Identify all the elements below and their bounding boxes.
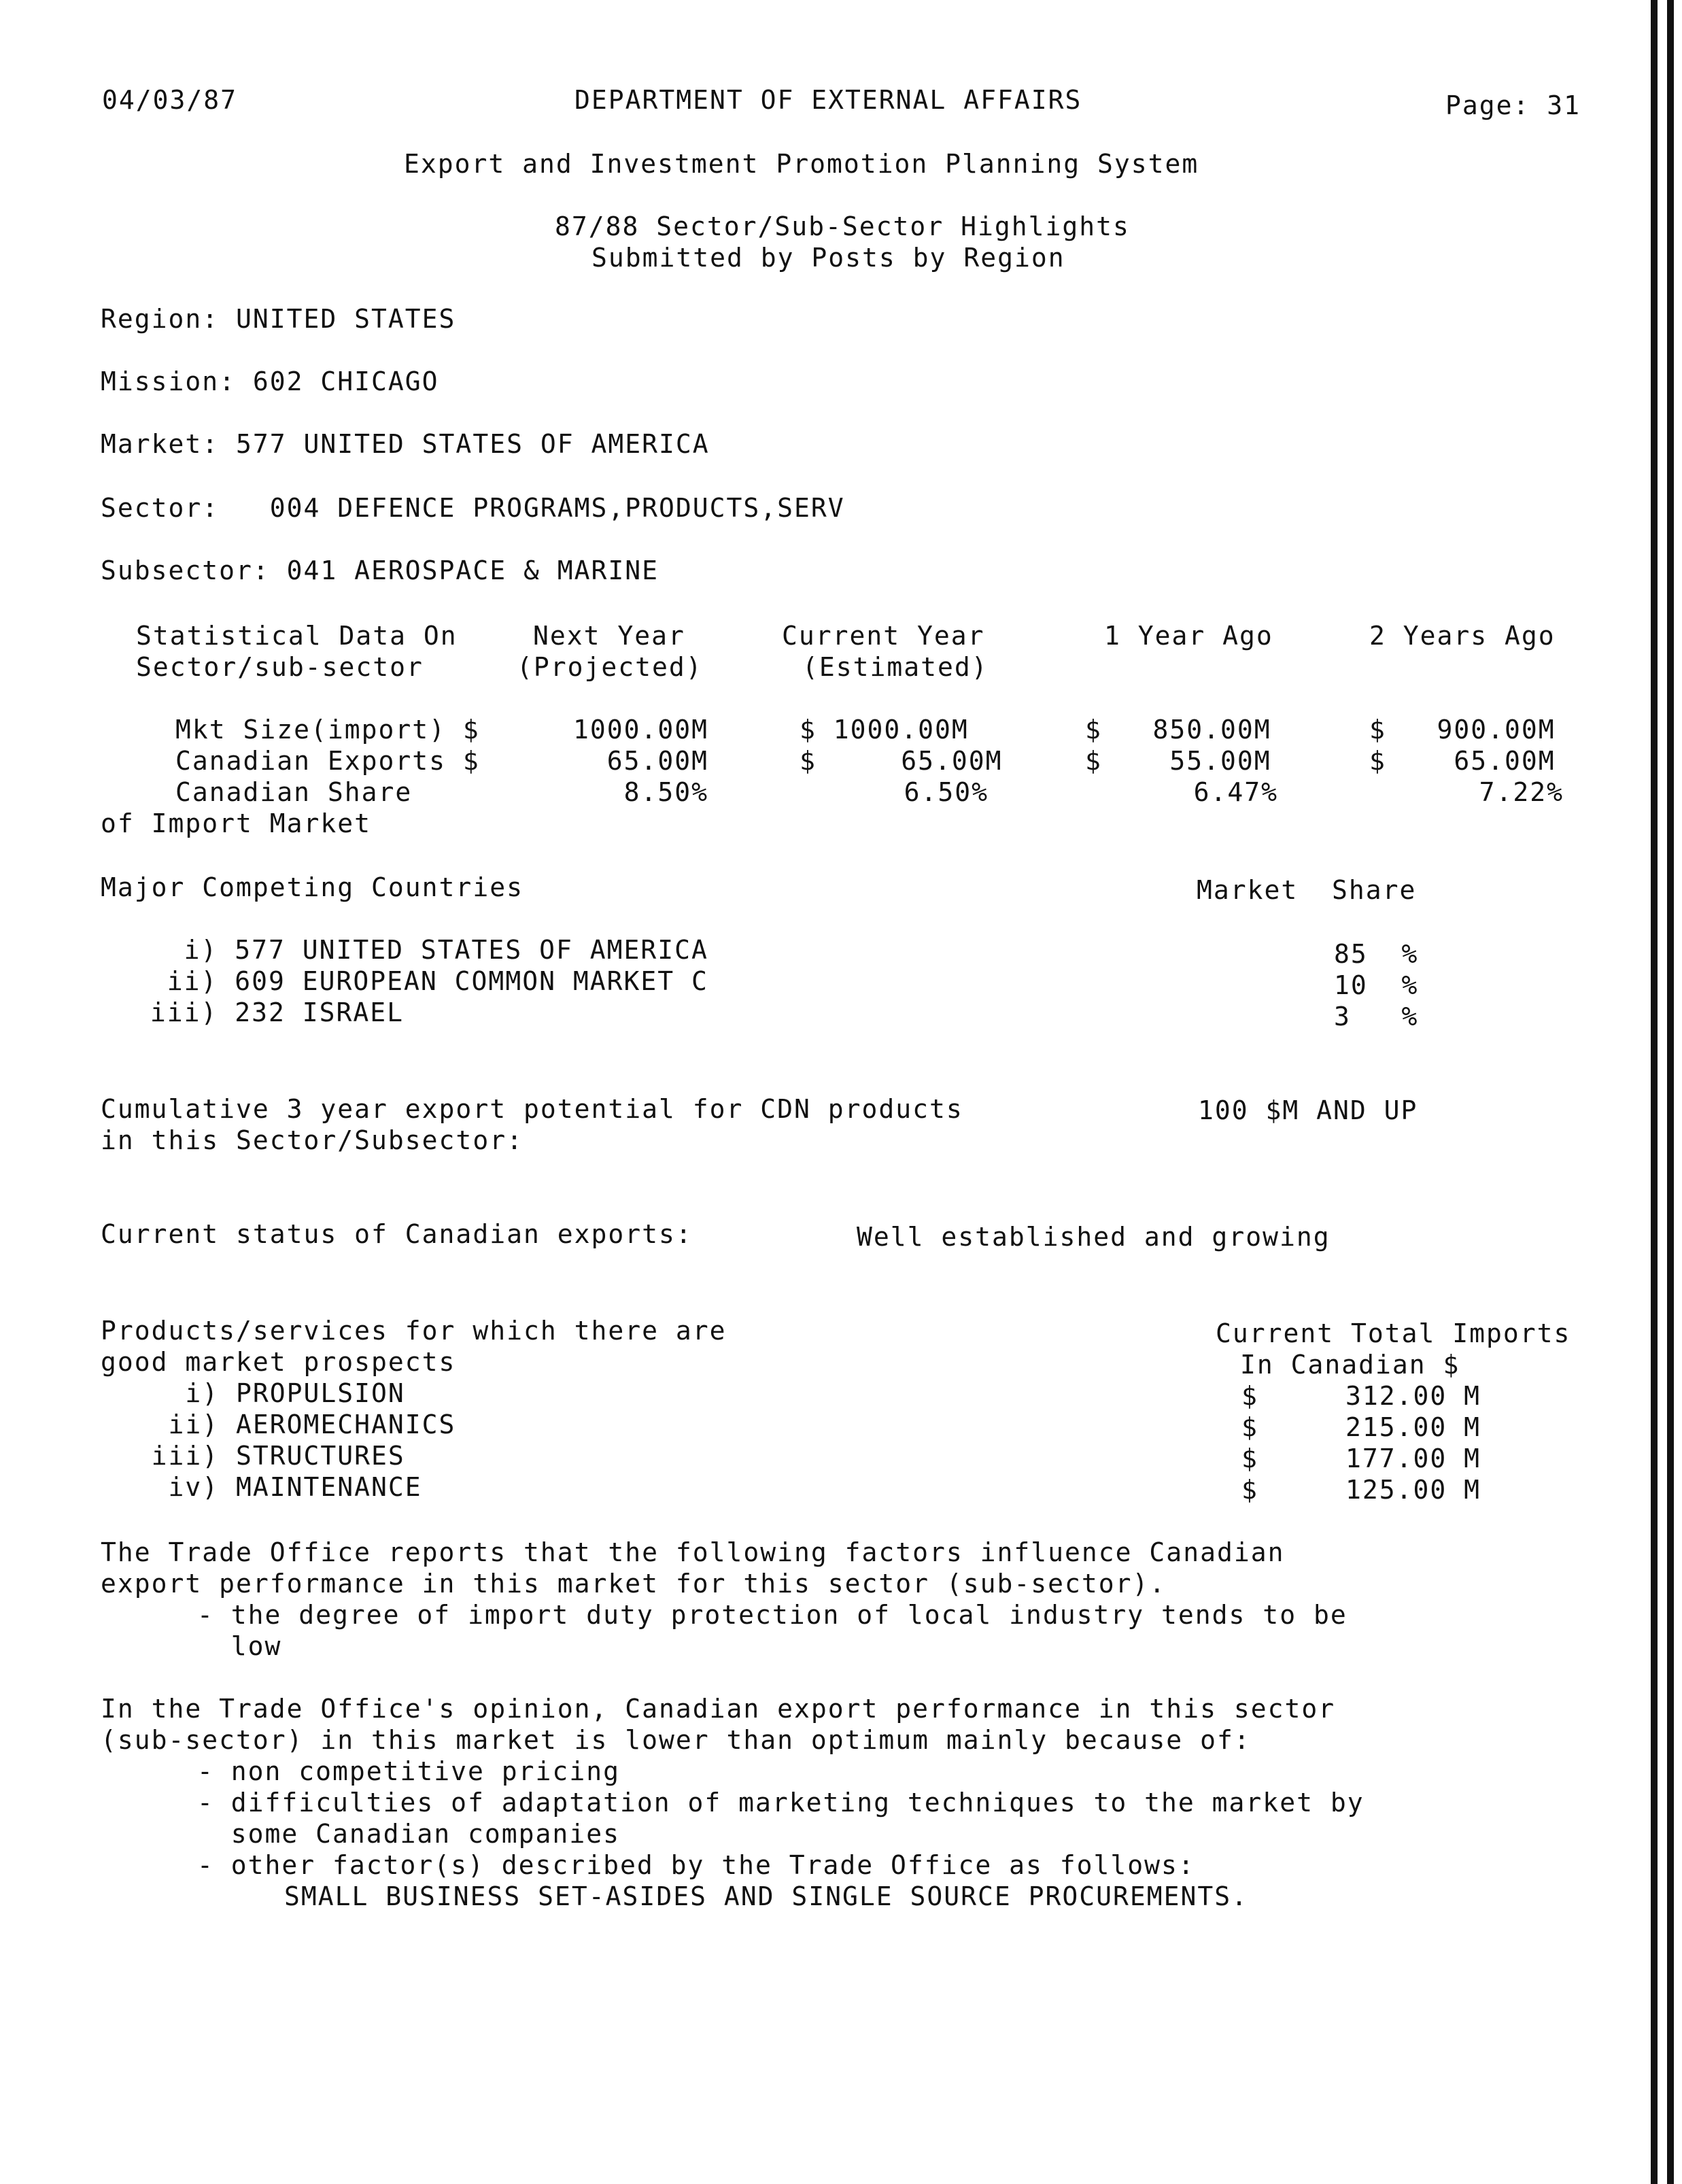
prospect-item: iv) MAINTENANCE bbox=[101, 1472, 422, 1502]
stats-1yr-value: $ 850.00M bbox=[1085, 715, 1271, 745]
page-binding-line bbox=[1667, 0, 1674, 2184]
prospects-line2: good market prospects bbox=[101, 1347, 456, 1377]
factors-line2: export performance in this market for this sector (sub-sector). bbox=[101, 1569, 1167, 1599]
page-binding-edge bbox=[1651, 0, 1682, 2184]
opinion-line1: In the Trade Office's opinion, Canadian export performance in this sector bbox=[101, 1694, 1336, 1724]
stats-next-value: 1000.00M bbox=[572, 715, 708, 745]
col-next-year: Next Year bbox=[533, 621, 685, 651]
factors-line1: The Trade Office reports that the following factors influence Canadian bbox=[101, 1537, 1285, 1567]
competitor-item: iii) 232 ISRAEL bbox=[133, 997, 405, 1027]
opinion-item: - other factor(s) described by the Trade Office as follows: bbox=[197, 1850, 1195, 1880]
system-name: Export and Investment Promotion Planning System bbox=[404, 149, 1199, 179]
stats-2yr-value: 7.22% bbox=[1479, 777, 1564, 807]
stats-2yr-value: $ 65.00M bbox=[1369, 746, 1556, 776]
competitors-heading: Major Competing Countries bbox=[101, 872, 524, 902]
prospect-currency: $ bbox=[1241, 1444, 1258, 1473]
market-share-heading: Market Share bbox=[1197, 875, 1417, 905]
stats-row-label: Canadian Exports $ bbox=[175, 746, 480, 776]
status-label: Current status of Canadian exports: bbox=[101, 1219, 693, 1249]
prospect-value: 125.00 M bbox=[1345, 1475, 1481, 1505]
stats-2yr-value: $ 900.00M bbox=[1369, 715, 1556, 745]
prospects-line1: Products/services for which there are bbox=[101, 1316, 727, 1346]
potential-line2: in this Sector/Subsector: bbox=[101, 1125, 524, 1155]
factor-item-cont: low bbox=[197, 1631, 282, 1661]
status-value: Well established and growing bbox=[857, 1222, 1331, 1252]
stats-row-label: Mkt Size(import) $ bbox=[175, 715, 480, 745]
market-field: Market: 577 UNITED STATES OF AMERICA bbox=[101, 429, 710, 459]
stats-current-value: 6.50% bbox=[904, 777, 989, 807]
col-2-years-ago: 2 Years Ago bbox=[1369, 621, 1556, 651]
stats-row-label: Canadian Share bbox=[175, 777, 413, 807]
stats-heading-line2: Sector/sub-sector bbox=[136, 652, 424, 682]
potential-value: 100 $M AND UP bbox=[1198, 1095, 1418, 1125]
imports-subheading: In Canadian $ bbox=[1240, 1350, 1460, 1380]
page-number: Page: 31 bbox=[1445, 90, 1581, 120]
opinion-item-detail: SMALL BUSINESS SET-ASIDES AND SINGLE SOURCE PROCUREMENTS. bbox=[284, 1881, 1249, 1911]
share-continuation: of Import Market bbox=[101, 808, 372, 838]
col-1-year-ago: 1 Year Ago bbox=[1104, 621, 1273, 651]
stats-1yr-value: $ 55.00M bbox=[1085, 746, 1271, 776]
stats-current-value: $ 1000.00M bbox=[800, 715, 969, 745]
prospect-currency: $ bbox=[1241, 1475, 1258, 1505]
stats-next-value: 8.50% bbox=[623, 777, 708, 807]
subsector-field: Subsector: 041 AEROSPACE & MARINE bbox=[101, 556, 659, 585]
competitor-share: 10 % bbox=[1334, 970, 1419, 1000]
opinion-item: - non competitive pricing bbox=[197, 1756, 620, 1786]
opinion-item: - difficulties of adaptation of marketing techniques to the market by bbox=[197, 1788, 1365, 1818]
region-field: Region: UNITED STATES bbox=[101, 304, 456, 334]
prospect-currency: $ bbox=[1241, 1381, 1258, 1411]
prospect-item: iii) STRUCTURES bbox=[101, 1441, 405, 1471]
report-title: 87/88 Sector/Sub-Sector Highlights bbox=[555, 211, 1130, 241]
col-next-year-sub: (Projected) bbox=[517, 652, 703, 682]
stats-next-value: 65.00M bbox=[606, 746, 708, 776]
prospect-value: 312.00 M bbox=[1345, 1381, 1481, 1411]
sector-field: Sector: 004 DEFENCE PROGRAMS,PRODUCTS,SERV bbox=[101, 493, 845, 523]
prospect-currency: $ bbox=[1241, 1412, 1258, 1442]
opinion-line2: (sub-sector) in this market is lower than optimum mainly because of: bbox=[101, 1725, 1251, 1755]
mission-field: Mission: 602 CHICAGO bbox=[101, 366, 439, 396]
imports-heading: Current Total Imports bbox=[1216, 1318, 1571, 1348]
prospect-item: ii) AEROMECHANICS bbox=[101, 1410, 456, 1439]
col-current-year: Current Year bbox=[782, 621, 985, 651]
stats-current-value: $ 65.00M bbox=[800, 746, 1003, 776]
report-subtitle: Submitted by Posts by Region bbox=[591, 243, 1065, 273]
stats-heading-line1: Statistical Data On bbox=[136, 621, 458, 651]
competitor-item: i) 577 UNITED STATES OF AMERICA bbox=[133, 935, 708, 965]
prospect-value: 177.00 M bbox=[1345, 1444, 1481, 1473]
prospect-value: 215.00 M bbox=[1345, 1412, 1481, 1442]
potential-line1: Cumulative 3 year export potential for CDN products bbox=[101, 1094, 963, 1124]
factor-item: - the degree of import duty protection of local industry tends to be bbox=[197, 1600, 1348, 1630]
competitor-share: 85 % bbox=[1334, 939, 1419, 969]
competitor-item: ii) 609 EUROPEAN COMMON MARKET C bbox=[133, 966, 708, 996]
col-current-year-sub: (Estimated) bbox=[802, 652, 989, 682]
opinion-item-cont: some Canadian companies bbox=[197, 1819, 620, 1849]
prospect-item: i) PROPULSION bbox=[101, 1378, 405, 1408]
competitor-share: 3 % bbox=[1334, 1002, 1419, 1031]
stats-1yr-value: 6.47% bbox=[1193, 777, 1278, 807]
department-name: DEPARTMENT OF EXTERNAL AFFAIRS bbox=[574, 85, 1082, 115]
report-date: 04/03/87 bbox=[102, 85, 238, 115]
